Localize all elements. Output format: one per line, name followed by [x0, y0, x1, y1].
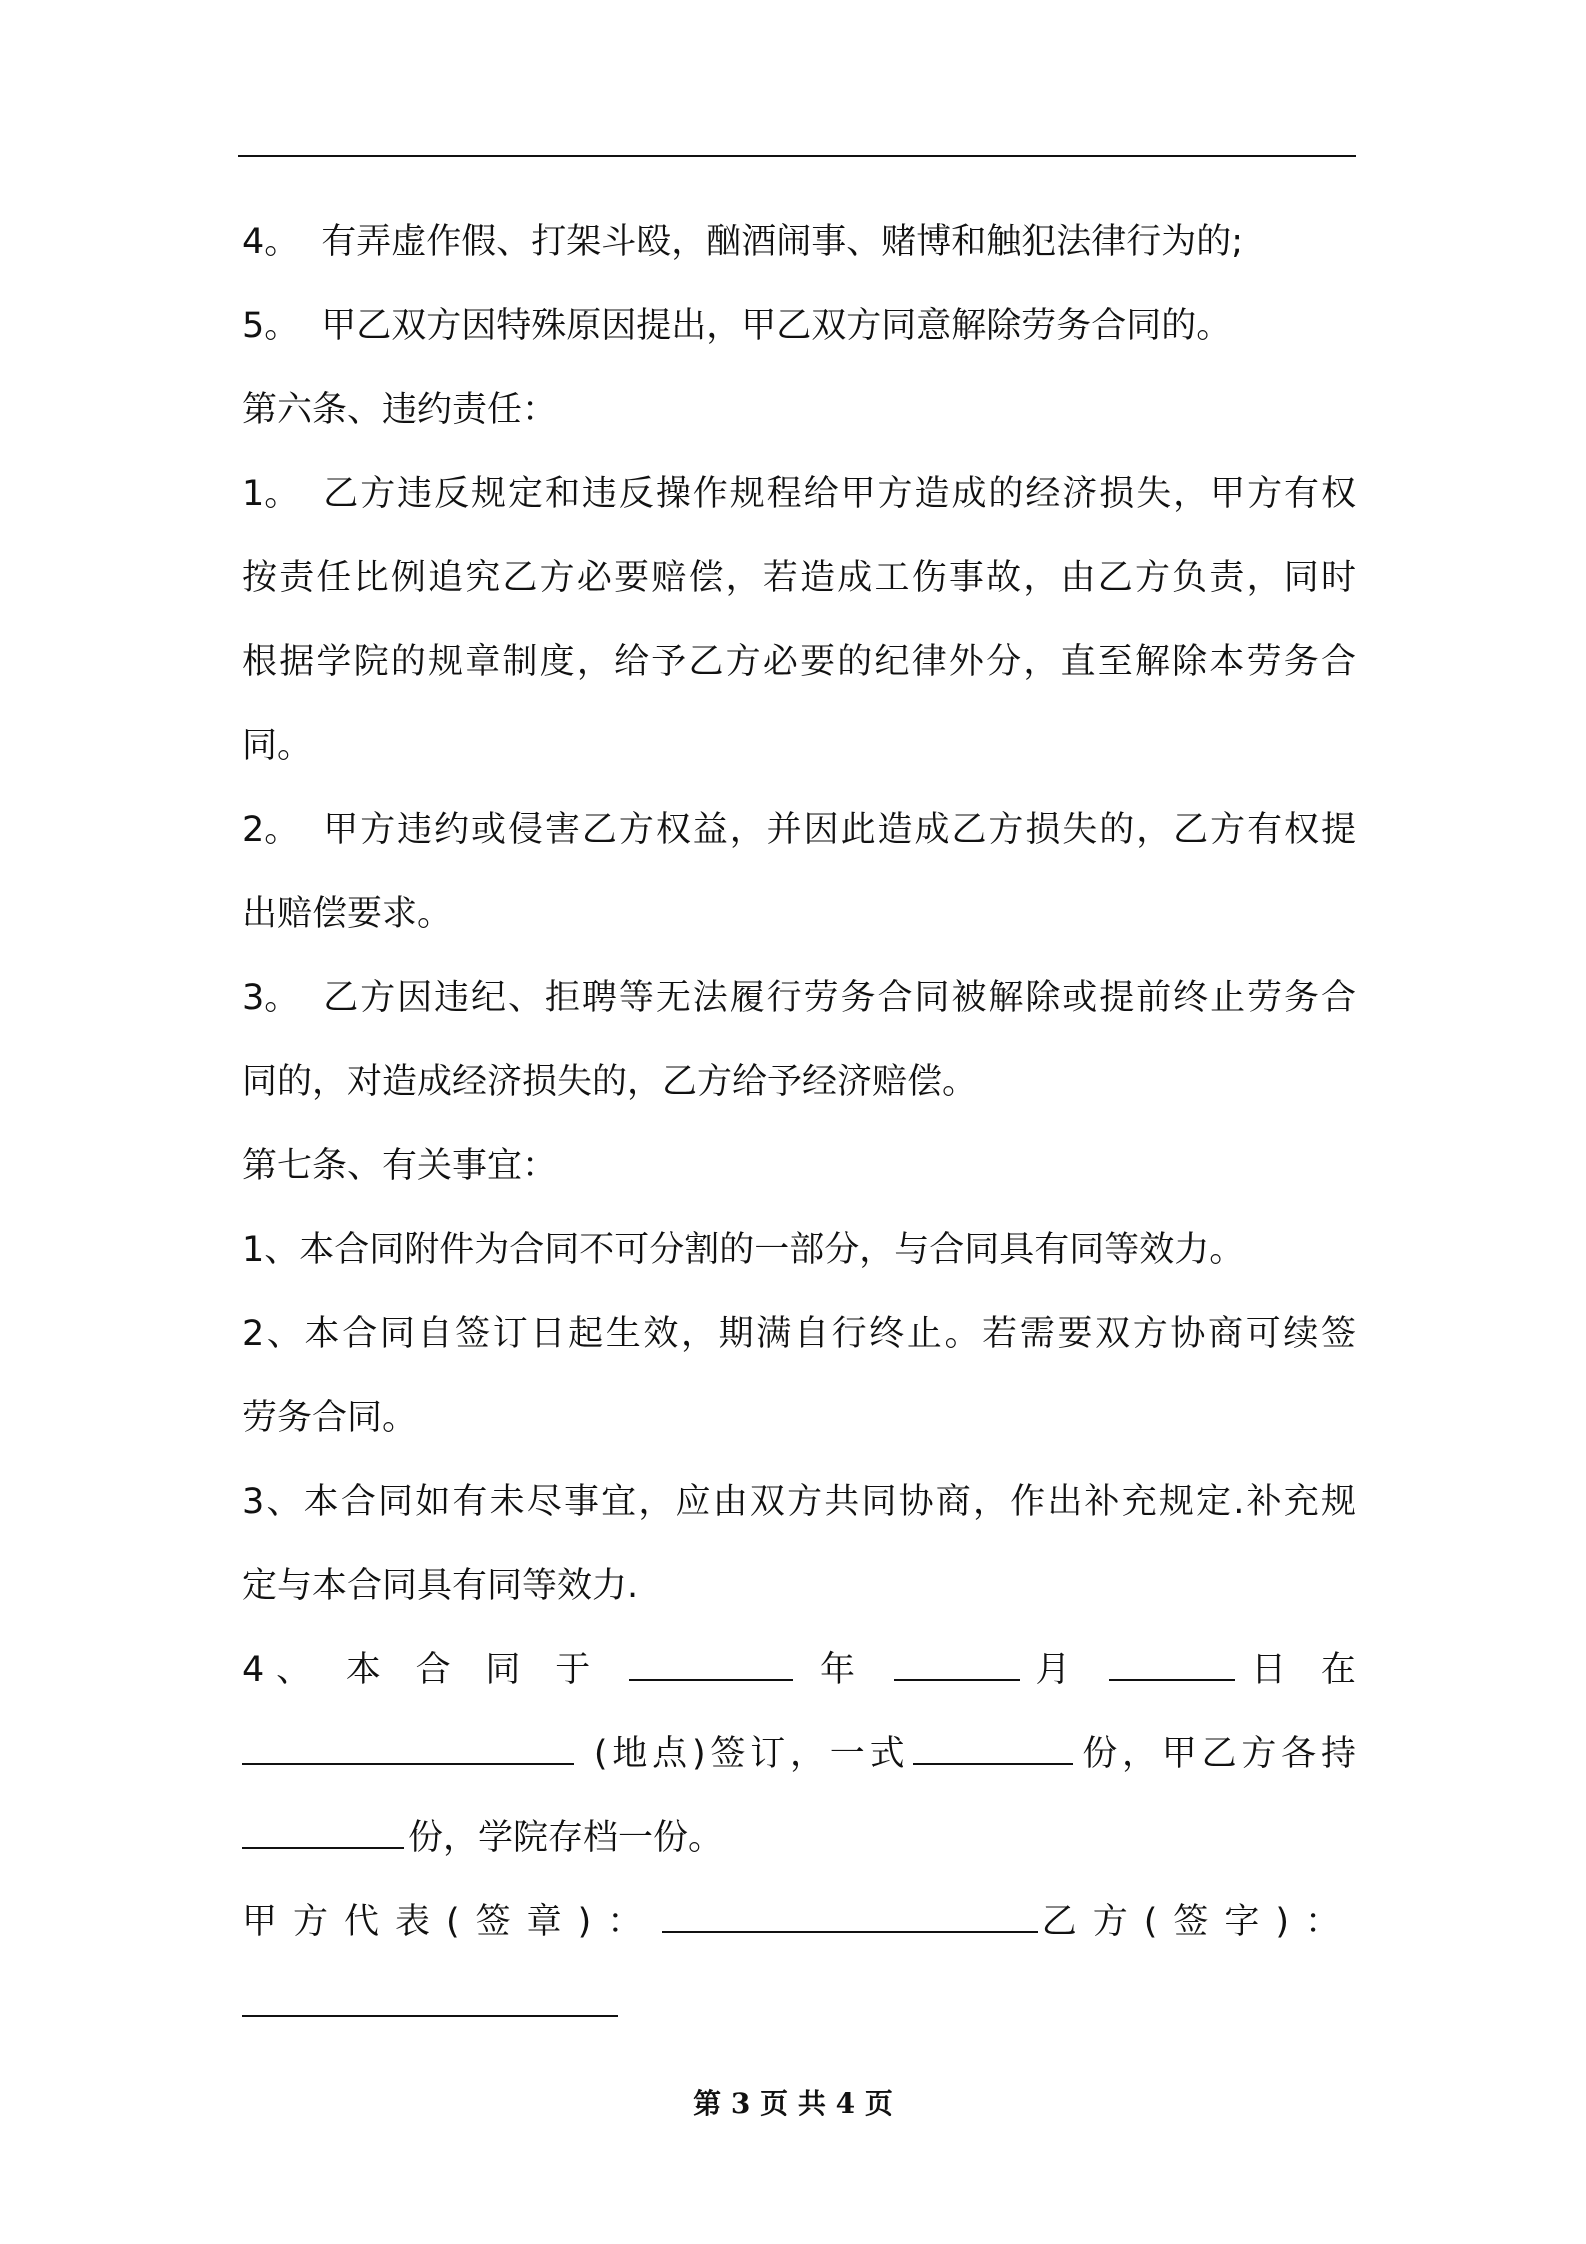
day-label: 日 — [1239, 1650, 1298, 1690]
clause-number: 4。 — [242, 222, 300, 262]
section-7-item-2-line-2: 劳务合同。 — [242, 1398, 418, 1438]
clause-text: 甲乙双方因特殊原因提出，甲乙双方同意解除劳务合同的。 — [321, 306, 1232, 346]
section-7-item-4-line-1 — [242, 1628, 1356, 1712]
section-7-item-3-line-1: 3、本合同如有未尽事宜，应由双方共同协商，作出补充规定.补充规 — [242, 1482, 1356, 1522]
page-footer: 第 3 页 共 4 页 — [693, 2087, 893, 2120]
place-blank[interactable] — [242, 1762, 574, 1765]
month-group — [890, 1650, 1083, 1690]
sign-word: 于 — [555, 1650, 603, 1690]
section-6-item-3-line-1 — [242, 956, 1356, 1040]
party-a-label: 甲方代表(签章)： — [242, 1902, 659, 1942]
section-7-item-3-line-2: 定与本合同具有同等效力. — [242, 1566, 639, 1606]
archive-label: 份，学院存档一份。 — [408, 1818, 724, 1858]
clause-text: 有弄虚作假、打架斗殴，酗酒闹事、赌博和触犯法律行为的; — [321, 222, 1244, 262]
copies-label: 份，甲乙方各持 — [1077, 1734, 1356, 1774]
section-7-item-1: 1、本合同附件为合同不可分割的一部分，与合同具有同等效力。 — [242, 1230, 1245, 1270]
section-6-item-3-line-2: 同的，对造成经济损失的，乙方给予经济赔偿。 — [242, 1062, 978, 1102]
day-blank[interactable] — [1109, 1678, 1235, 1681]
section-6-item-2-line-2: 出赔偿要求。 — [242, 894, 453, 934]
at-label: 在 — [1320, 1650, 1356, 1690]
item-text: 乙方因违纪、拒聘等无法履行劳务合同被解除或提前终止劳务合 — [321, 978, 1356, 1018]
signature-row — [242, 1880, 1356, 1964]
clause-4 — [242, 200, 1356, 284]
section-6-item-1-line-2: 按责任比例追究乙方必要赔偿，若造成工伤事故，由乙方负责，同时 — [242, 558, 1356, 598]
sign-word: 同 — [485, 1650, 533, 1690]
sign-word: 本 — [345, 1650, 393, 1690]
section-7-heading: 第七条、有关事宜： — [242, 1146, 558, 1186]
total-copies-blank[interactable] — [913, 1762, 1073, 1765]
party-b-signature-line — [242, 1964, 1356, 2048]
month-label: 月 — [1023, 1650, 1083, 1690]
item-text: 甲方违约或侵害乙方权益，并因此造成乙方损失的，乙方有权提 — [321, 810, 1356, 850]
item-number: 4、 — [242, 1650, 323, 1690]
item-text: 乙方违反规定和违反操作规程给甲方造成的经济损失，甲方有权 — [321, 474, 1356, 514]
party-b-label: 乙方(签字)： — [1041, 1902, 1356, 1942]
place-label: (地点)签订，一式 — [593, 1734, 910, 1774]
section-6-item-1-line-3: 根据学院的规章制度，给予乙方必要的纪律外分，直至解除本劳务合 — [242, 642, 1356, 682]
section-6-item-1-line-1 — [242, 452, 1356, 536]
section-7-item-4-line-2 — [242, 1712, 1356, 1796]
section-6-item-1-line-4: 同。 — [242, 726, 313, 766]
party-a-signature-blank[interactable] — [662, 1930, 1037, 1933]
year-blank[interactable] — [629, 1678, 793, 1681]
header-rule — [238, 155, 1356, 157]
section-6-heading: 第六条、违约责任： — [242, 390, 558, 430]
clause-5 — [242, 284, 1356, 368]
sign-word: 合 — [415, 1650, 463, 1690]
item-number: 3。 — [242, 978, 300, 1018]
section-6-item-2-line-1 — [242, 788, 1356, 872]
item-number: 1。 — [242, 474, 300, 514]
month-blank[interactable] — [894, 1678, 1020, 1681]
section-7-item-4-line-3 — [242, 1796, 1356, 1880]
clause-number: 5。 — [242, 306, 300, 346]
each-party-copies-blank[interactable] — [242, 1846, 404, 1849]
item-number: 2。 — [242, 810, 300, 850]
day-group — [1105, 1650, 1298, 1690]
section-7-item-2-line-1: 2、本合同自签订日起生效，期满自行终止。若需要双方协商可续签 — [242, 1314, 1356, 1354]
party-b-signature-blank[interactable] — [242, 2014, 618, 2017]
year-label: 年 — [819, 1650, 867, 1690]
document-body — [242, 200, 1356, 2048]
